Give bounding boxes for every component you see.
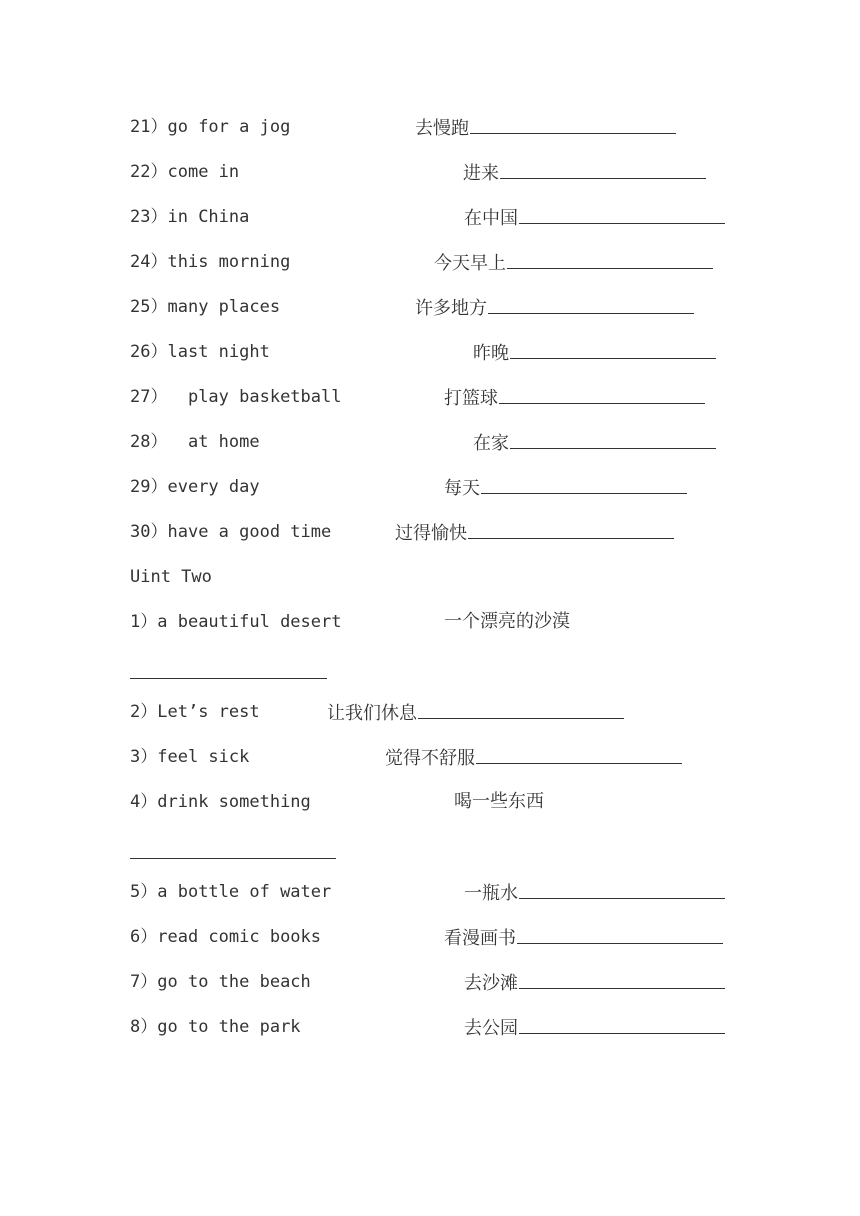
item-chinese: 每天 <box>444 475 687 501</box>
item-english: 6）read comic books <box>130 927 322 947</box>
item-english: 21）go for a jog <box>130 117 291 137</box>
answer-blank[interactable] <box>468 520 674 539</box>
item-chinese: 昨晚 <box>473 340 716 366</box>
item-english: 5）a bottle of water <box>130 882 332 902</box>
answer-blank[interactable] <box>481 475 687 494</box>
answer-blank[interactable] <box>510 340 716 359</box>
answer-blank[interactable] <box>418 700 624 719</box>
item-chinese: 看漫画书 <box>444 925 723 951</box>
section-heading: Uint Two <box>130 567 212 587</box>
item-chinese: 喝一些东西 <box>454 791 544 812</box>
item-chinese: 今天早上 <box>434 250 713 276</box>
item-chinese: 去公园 <box>464 1015 725 1041</box>
answer-blank[interactable] <box>517 925 723 944</box>
answer-blank[interactable] <box>130 857 336 859</box>
item-chinese: 许多地方 <box>415 295 694 321</box>
answer-blank[interactable] <box>519 1015 725 1034</box>
item-english: 25）many places <box>130 297 281 317</box>
item-chinese: 在家 <box>473 430 716 456</box>
item-english: 8）go to the park <box>130 1017 301 1037</box>
item-english: 1）a beautiful desert <box>130 612 342 632</box>
answer-blank[interactable] <box>507 250 713 269</box>
answer-blank[interactable] <box>519 970 725 989</box>
item-english: 26）last night <box>130 342 270 362</box>
item-english: 24）this morning <box>130 252 291 272</box>
item-chinese: 过得愉快 <box>395 520 674 546</box>
answer-blank[interactable] <box>470 115 676 134</box>
answer-blank[interactable] <box>519 205 725 224</box>
item-chinese: 一个漂亮的沙漠 <box>444 611 570 632</box>
item-english: 4）drink something <box>130 792 311 812</box>
item-chinese: 进来 <box>463 160 706 186</box>
answer-blank[interactable] <box>476 745 682 764</box>
item-english: 3）feel sick <box>130 747 250 767</box>
answer-blank[interactable] <box>499 385 705 404</box>
item-english: 29）every day <box>130 477 260 497</box>
item-chinese: 一瓶水 <box>464 880 725 906</box>
answer-blank[interactable] <box>130 677 327 679</box>
item-chinese: 在中国 <box>464 205 725 231</box>
item-chinese: 去慢跑 <box>415 115 676 141</box>
answer-blank[interactable] <box>488 295 694 314</box>
item-english: 30）have a good time <box>130 522 332 542</box>
item-english: 23）in China <box>130 207 250 227</box>
item-chinese: 去沙滩 <box>464 970 725 996</box>
item-english: 27） play basketball <box>130 387 342 407</box>
answer-blank[interactable] <box>510 430 716 449</box>
item-english: 7）go to the beach <box>130 972 311 992</box>
answer-blank[interactable] <box>519 880 725 899</box>
item-chinese: 打篮球 <box>444 385 705 411</box>
item-chinese: 让我们休息 <box>327 700 624 726</box>
answer-blank[interactable] <box>500 160 706 179</box>
item-english: 28） at home <box>130 432 260 452</box>
item-english: 2）Let’s rest <box>130 702 260 722</box>
item-english: 22）come in <box>130 162 240 182</box>
item-chinese: 觉得不舒服 <box>385 745 682 771</box>
